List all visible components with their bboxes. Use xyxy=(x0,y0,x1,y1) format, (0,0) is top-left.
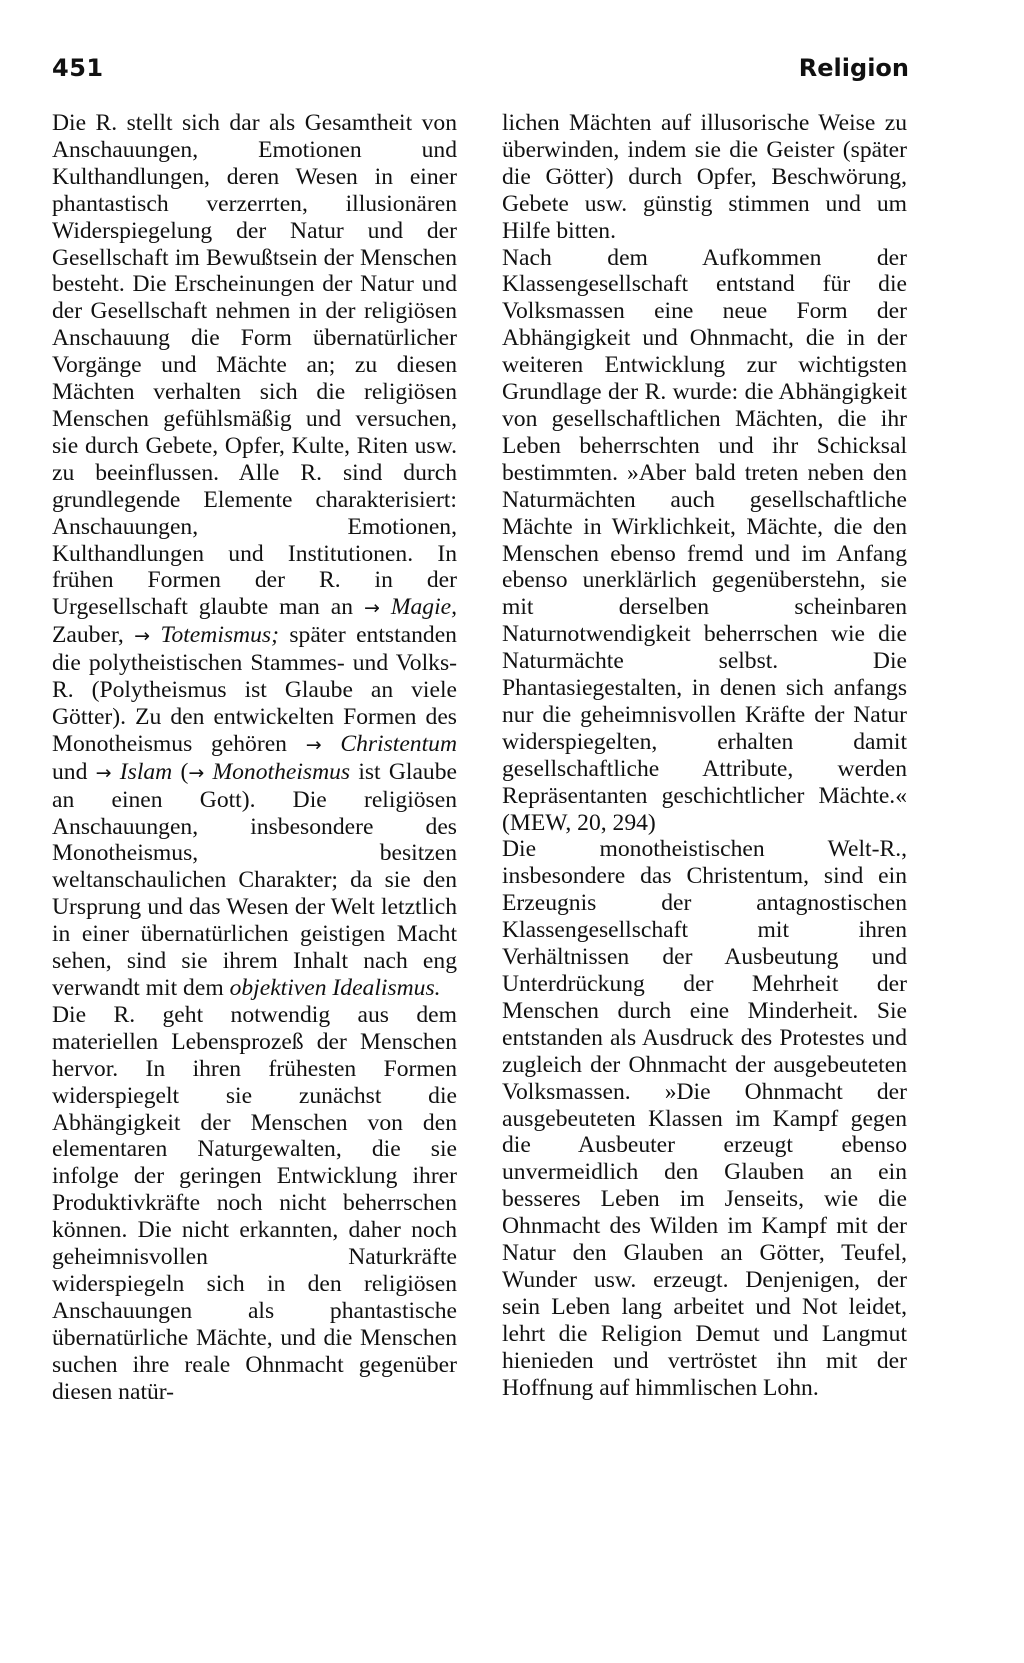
cross-reference-arrow: → xyxy=(95,761,112,784)
page-number: 451 xyxy=(52,54,104,82)
text-run: ( xyxy=(172,758,189,785)
section-title: Religion xyxy=(798,54,909,82)
paragraph: lichen Mächten auf illusorische Weise zu überwinden, indem sie die Geister (später die Götter) durch Opfer, Beschwörung, Gebete usw. günstig stimmen und um Hilfe bitten. xyxy=(502,110,907,244)
running-head xyxy=(52,52,909,84)
text-run: und xyxy=(52,758,96,785)
cross-reference-arrow: → xyxy=(305,733,322,756)
text-run: Zauber, xyxy=(52,622,135,649)
right-column xyxy=(502,110,907,1402)
cross-reference-term: Islam xyxy=(119,758,173,785)
cross-reference-term: Monotheismus xyxy=(212,758,351,785)
paragraph: Die monotheistischen Welt-R., insbesondere das Christentum, sind ein Erzeugnis der antagnostischen Klassengesellschaft mit ihren Verhältnissen der Ausbeutung und Unterdrückung der Mehrheit der Menschen durch eine Minderheit. Sie entstanden als Ausdruck des Protestes und zugleich der Ohnmacht der ausgebeuteten Volksmassen. »Die Ohnmacht der ausgebeuteten Klassen im Kampf gegen die Ausbeuter erzeugt ebenso unvermeidlich den Glauben an ein besseres Leben im Jenseits, wie die Ohnmacht des Wilden im Kampf mit der Natur den Glauben an Götter, Teufel, Wunder usw. erzeugt. Denjenigen, der sein Leben lang arbeitet und Not leidet, lehrt die Religion Demut und Langmut hienieden und vertröstet ihn mit der Hoffnung auf himmlischen Lohn. xyxy=(502,836,907,1401)
cross-reference-term: Christentum xyxy=(340,730,457,757)
paragraph xyxy=(52,110,457,1002)
text-run: ist Glaube an einen Gott). Die religiösen Anschauungen, insbesondere des Monotheismus, besitzen weltanschaulichen Charakter; da sie den Ursprung und das Wesen der Welt letztlich in einer übernatürlichen geistigen Macht sehen, sind sie ihrem Inhalt nach eng verwandt mit dem xyxy=(52,758,457,1001)
cross-reference-term: objektiven Idealismus. xyxy=(229,975,441,1001)
cross-reference-term: Magie, xyxy=(390,594,458,621)
paragraph: Nach dem Aufkommen der Klassengesellschaft entstand für die Volksmassen eine neue Form der Abhängigkeit und Ohnmacht, die in der weiteren Entwicklung zur wichtigsten Grundlage der R. wurde: die Abhängigkeit von gesellschaftlichen Mächten, die ihr Leben beherrschten und ihr Schicksal bestimmten. »Aber bald treten neben den Naturmächten auch gesellschaftliche Mächte in Wirklichkeit, Mächte, die den Menschen ebenso fremd und im Anfang ebenso unerklärlich gegenüberstehn, sie mit derselben scheinbaren Naturnotwendigkeit beherrschen wie die Naturmächte selbst. Die Phantasiegestalten, in denen sich anfangs nur die geheimnisvollen Kräfte der Natur widerspiegelten, erhalten damit gesellschaftliche Attribute, werden Repräsentanten geschichtlicher Mächte.« (MEW, 20, 294) xyxy=(502,244,907,836)
cross-reference-arrow: → xyxy=(134,625,151,648)
cross-reference-arrow: → xyxy=(363,597,380,620)
left-column xyxy=(52,110,457,1406)
text-run: Die R. stellt sich dar als Gesamtheit von Anschauungen, Emotionen und Kulthandlungen, deren Wesen in einer phantastisch verzerrten, illusionären Widerspiegelung der Natur und der Gesellschaft im Bewußtsein der Menschen besteht. Die Erscheinungen der Natur und der Gesellschaft nehmen in der religiösen Anschauung die Form übernatürlicher Vorgänge und Mächte an; zu diesen Mächten verhalten sich die religiösen Menschen gefühlsmäßig und versuchen, sie durch Gebete, Opfer, Kulte, Riten usw. zu beeinflussen. Alle R. sind durch grundlegende Elemente charakterisiert: Anschauungen, Emotionen, Kulthandlungen und Institutionen. In frühen Formen der R. in der Urgesellschaft glaubte man an xyxy=(52,110,457,621)
paragraph: Die R. geht notwendig aus dem materiellen Lebensprozeß der Menschen hervor. In ihren frühesten Formen widerspiegelt sie zunächst die Abhängigkeit der Menschen von den elementaren Naturgewalten, die sie infolge der geringen Entwicklung ihrer Produktivkräfte noch nicht beherrschen können. Die nicht erkannten, daher noch geheimnisvollen Naturkräfte widerspiegeln sich in den religiösen Anschauungen als phantastische übernatürliche Mächte, und die Menschen suchen ihre reale Ohnmacht gegenüber diesen natür- xyxy=(52,1001,457,1405)
cross-reference-arrow: → xyxy=(188,761,205,784)
cross-reference-term: Totemismus; xyxy=(160,622,279,649)
text-run: später entstanden die polytheistischen Stammes- und Volks-R. (Polytheismus ist Glaube an viele Götter). Zu den entwickelten Formen des Monotheismus gehören xyxy=(52,622,457,757)
